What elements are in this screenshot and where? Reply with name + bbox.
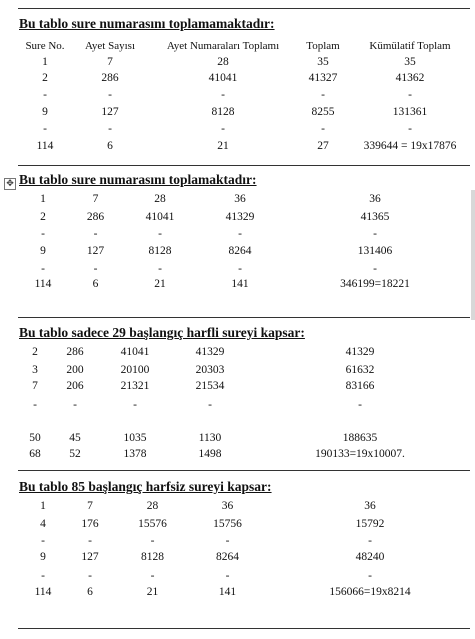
- table-1-row: [0, 72, 475, 86]
- table-cell: 9: [40, 245, 46, 257]
- section-divider-2: [18, 317, 470, 318]
- table-cell: 27: [317, 140, 329, 152]
- table-cell: 8264: [228, 245, 252, 257]
- table-1-row: [0, 123, 475, 137]
- table-2-row: [0, 211, 475, 225]
- table-3-row: [0, 346, 475, 360]
- table-cell: 21: [154, 278, 166, 290]
- table-cell: 41362: [395, 72, 425, 84]
- table-cell: 8128: [148, 245, 172, 257]
- table-cell: -: [373, 263, 377, 275]
- table-cell: 50: [29, 432, 41, 444]
- table-cell: 41327: [308, 72, 338, 84]
- table-cell: 114: [34, 278, 52, 290]
- table-cell: 8255: [311, 106, 335, 118]
- table-1-row: [0, 106, 475, 120]
- table-2-row: [0, 263, 475, 277]
- table-cell: -: [108, 89, 112, 101]
- table-cell: -: [408, 89, 412, 101]
- header-ayet-sayisi: Ayet Sayısı: [84, 40, 135, 52]
- table-cell: 28: [217, 56, 229, 68]
- header-sure-no: Sure No.: [25, 40, 65, 52]
- table-cell: 206: [66, 380, 84, 392]
- table-cell: -: [208, 399, 212, 411]
- table-cell: 36: [364, 500, 376, 512]
- table-cell: 114: [34, 586, 52, 598]
- table-cell: -: [41, 570, 45, 582]
- table-cell: 141: [231, 278, 249, 290]
- table-cell: 127: [81, 551, 99, 563]
- table-cell: -: [33, 399, 37, 411]
- table-4-row: [0, 518, 475, 532]
- section-4-title: Bu tablo 85 başlangıç harfsiz sureyi kapsar:: [19, 479, 272, 494]
- table-cell: 190133=19x10007.: [315, 448, 405, 460]
- table-cell: 6: [92, 278, 99, 290]
- table-3-row: [0, 416, 475, 430]
- section-1-title: Bu tablo sure numarasını toplamamaktadır:: [19, 16, 275, 31]
- table-cell: 36: [221, 500, 234, 512]
- table-1-row: [0, 56, 475, 70]
- table-cell: 141: [218, 586, 237, 598]
- table-cell: -: [43, 123, 47, 135]
- table-cell: 176: [81, 518, 99, 530]
- table-cell: 35: [317, 56, 329, 68]
- table-cell: 1: [42, 56, 48, 68]
- table-cell: 4: [40, 518, 46, 530]
- table-cell: -: [43, 89, 47, 101]
- table-3-row: [0, 364, 475, 378]
- table-cell: -: [358, 399, 362, 411]
- table-cell: 286: [101, 72, 119, 84]
- table-cell: 200: [66, 364, 84, 376]
- table-cell: 1130: [198, 432, 222, 444]
- table-cell: 7: [32, 380, 38, 392]
- table-4-row: [0, 570, 475, 584]
- table-cell: -: [93, 263, 98, 275]
- table-3-row: [0, 432, 475, 446]
- table-2-row: [0, 278, 475, 292]
- table-cell: 41329: [345, 346, 375, 358]
- top-rule: [18, 8, 470, 9]
- table-cell: 286: [66, 346, 84, 358]
- table-cell: -: [221, 89, 225, 101]
- section-divider-1: [18, 165, 470, 166]
- table-cell: 35: [404, 56, 416, 68]
- table-cell: 20303: [195, 364, 225, 376]
- table-cell: -: [221, 123, 225, 135]
- table-cell: 127: [86, 245, 105, 257]
- table-cell: 188635: [342, 432, 378, 444]
- table-cell: -: [225, 535, 230, 547]
- table-cell: -: [408, 123, 412, 135]
- table-cell: 36: [234, 193, 246, 205]
- table-cell: 127: [101, 106, 119, 118]
- table-cell: 2: [32, 346, 38, 358]
- table-cell: 6: [107, 140, 113, 152]
- table-cell: -: [150, 535, 155, 547]
- table-cell: 83166: [345, 380, 375, 392]
- table-cell: 286: [86, 211, 105, 223]
- table-cell: 7: [87, 500, 93, 512]
- table-cell: 114: [36, 140, 54, 152]
- table-cell: 2: [40, 211, 46, 223]
- table-cell: -: [373, 228, 377, 240]
- table-cell: 339644 = 19x17876: [363, 140, 457, 152]
- table-cell: 41041: [145, 211, 175, 223]
- table-cell: 52: [69, 448, 81, 460]
- table-cell: 6: [87, 586, 93, 598]
- table-1-row: [0, 89, 475, 103]
- table-cell: -: [41, 228, 45, 240]
- table-cell: -: [88, 535, 92, 547]
- table-2-row: [0, 228, 475, 242]
- header-kumulatif-toplam: Kümülatif Toplam: [369, 40, 451, 52]
- table-move-icon[interactable]: ✥: [4, 178, 16, 190]
- table-cell: -: [238, 228, 242, 240]
- table-cell: -: [108, 123, 112, 135]
- table-cell: 15756: [213, 518, 242, 530]
- table-cell: -: [73, 399, 77, 411]
- table-cell: 1035: [123, 432, 147, 444]
- table-cell: -: [238, 263, 242, 275]
- table-cell: 15792: [355, 518, 385, 530]
- table-cell: 68: [29, 448, 41, 460]
- table-3-row: [0, 448, 475, 462]
- table-cell: 45: [69, 432, 81, 444]
- table-cell: 7: [107, 56, 113, 68]
- table-cell: 1378: [123, 448, 147, 460]
- table-cell: 131406: [357, 245, 393, 257]
- table-2-row: [0, 193, 475, 207]
- header-toplam: Toplam: [306, 40, 340, 52]
- table-cell: 36: [369, 193, 381, 205]
- table-cell: 41365: [360, 211, 390, 223]
- table-cell: -: [93, 228, 98, 240]
- table-cell: -: [368, 535, 372, 547]
- table-cell: 3: [32, 364, 38, 376]
- table-cell: 8128: [211, 106, 235, 118]
- table-4-row: [0, 551, 475, 565]
- table-cell: -: [133, 399, 137, 411]
- table-cell: 9: [40, 551, 46, 563]
- table-cell: 1: [40, 500, 46, 512]
- table-cell: 28: [146, 500, 159, 512]
- section-divider-3: [18, 470, 470, 471]
- table-2-row: [0, 245, 475, 259]
- table-cell: 21: [217, 140, 229, 152]
- table-cell: -: [150, 570, 155, 582]
- table-cell: 1498: [198, 448, 222, 460]
- table-1-row: [0, 140, 475, 154]
- table-1-header: [0, 40, 475, 54]
- table-cell: -: [41, 263, 45, 275]
- table-cell: 61632: [345, 364, 375, 376]
- table-4-row: [0, 535, 475, 549]
- table-cell: -: [41, 535, 45, 547]
- table-cell: 21321: [120, 380, 150, 392]
- header-ayet-toplami: Ayet Numaraları Toplamı: [166, 40, 280, 52]
- section-2-title: Bu tablo sure numarasını toplamaktadır:: [19, 172, 257, 187]
- table-cell: 28: [154, 193, 166, 205]
- table-cell: -: [321, 123, 325, 135]
- table-cell: -: [225, 570, 230, 582]
- table-4-row: [0, 500, 475, 514]
- table-cell: -: [158, 263, 162, 275]
- table-cell: -: [88, 570, 92, 582]
- table-cell: 2: [42, 72, 48, 84]
- table-3-row: [0, 399, 475, 413]
- table-cell: 1: [40, 193, 46, 205]
- table-cell: 9: [42, 106, 48, 118]
- bottom-rule: [18, 628, 470, 629]
- table-4-row: [0, 586, 475, 600]
- table-cell: 346199=18221: [340, 278, 410, 290]
- table-cell: -: [321, 89, 325, 101]
- section-3-title: Bu tablo sadece 29 başlangıç harfli sureyi kapsar:: [19, 325, 305, 340]
- table-cell: 20100: [120, 364, 150, 376]
- table-cell: -: [368, 570, 372, 582]
- table-cell: 156066=19x8214: [329, 586, 411, 598]
- table-cell: 21: [146, 586, 159, 598]
- table-cell: 7: [92, 193, 99, 205]
- table-cell: 41041: [208, 72, 238, 84]
- table-3-row: [0, 380, 475, 394]
- table-cell: 8264: [216, 551, 239, 563]
- table-cell: 15576: [138, 518, 167, 530]
- table-cell: 41329: [195, 346, 225, 358]
- table-cell: 21534: [195, 380, 225, 392]
- table-cell: 48240: [355, 551, 385, 563]
- table-cell: -: [158, 228, 162, 240]
- table-cell: 41329: [225, 211, 255, 223]
- table-cell: 41041: [120, 346, 150, 358]
- table-cell: 131361: [392, 106, 428, 118]
- table-cell: 8128: [141, 551, 164, 563]
